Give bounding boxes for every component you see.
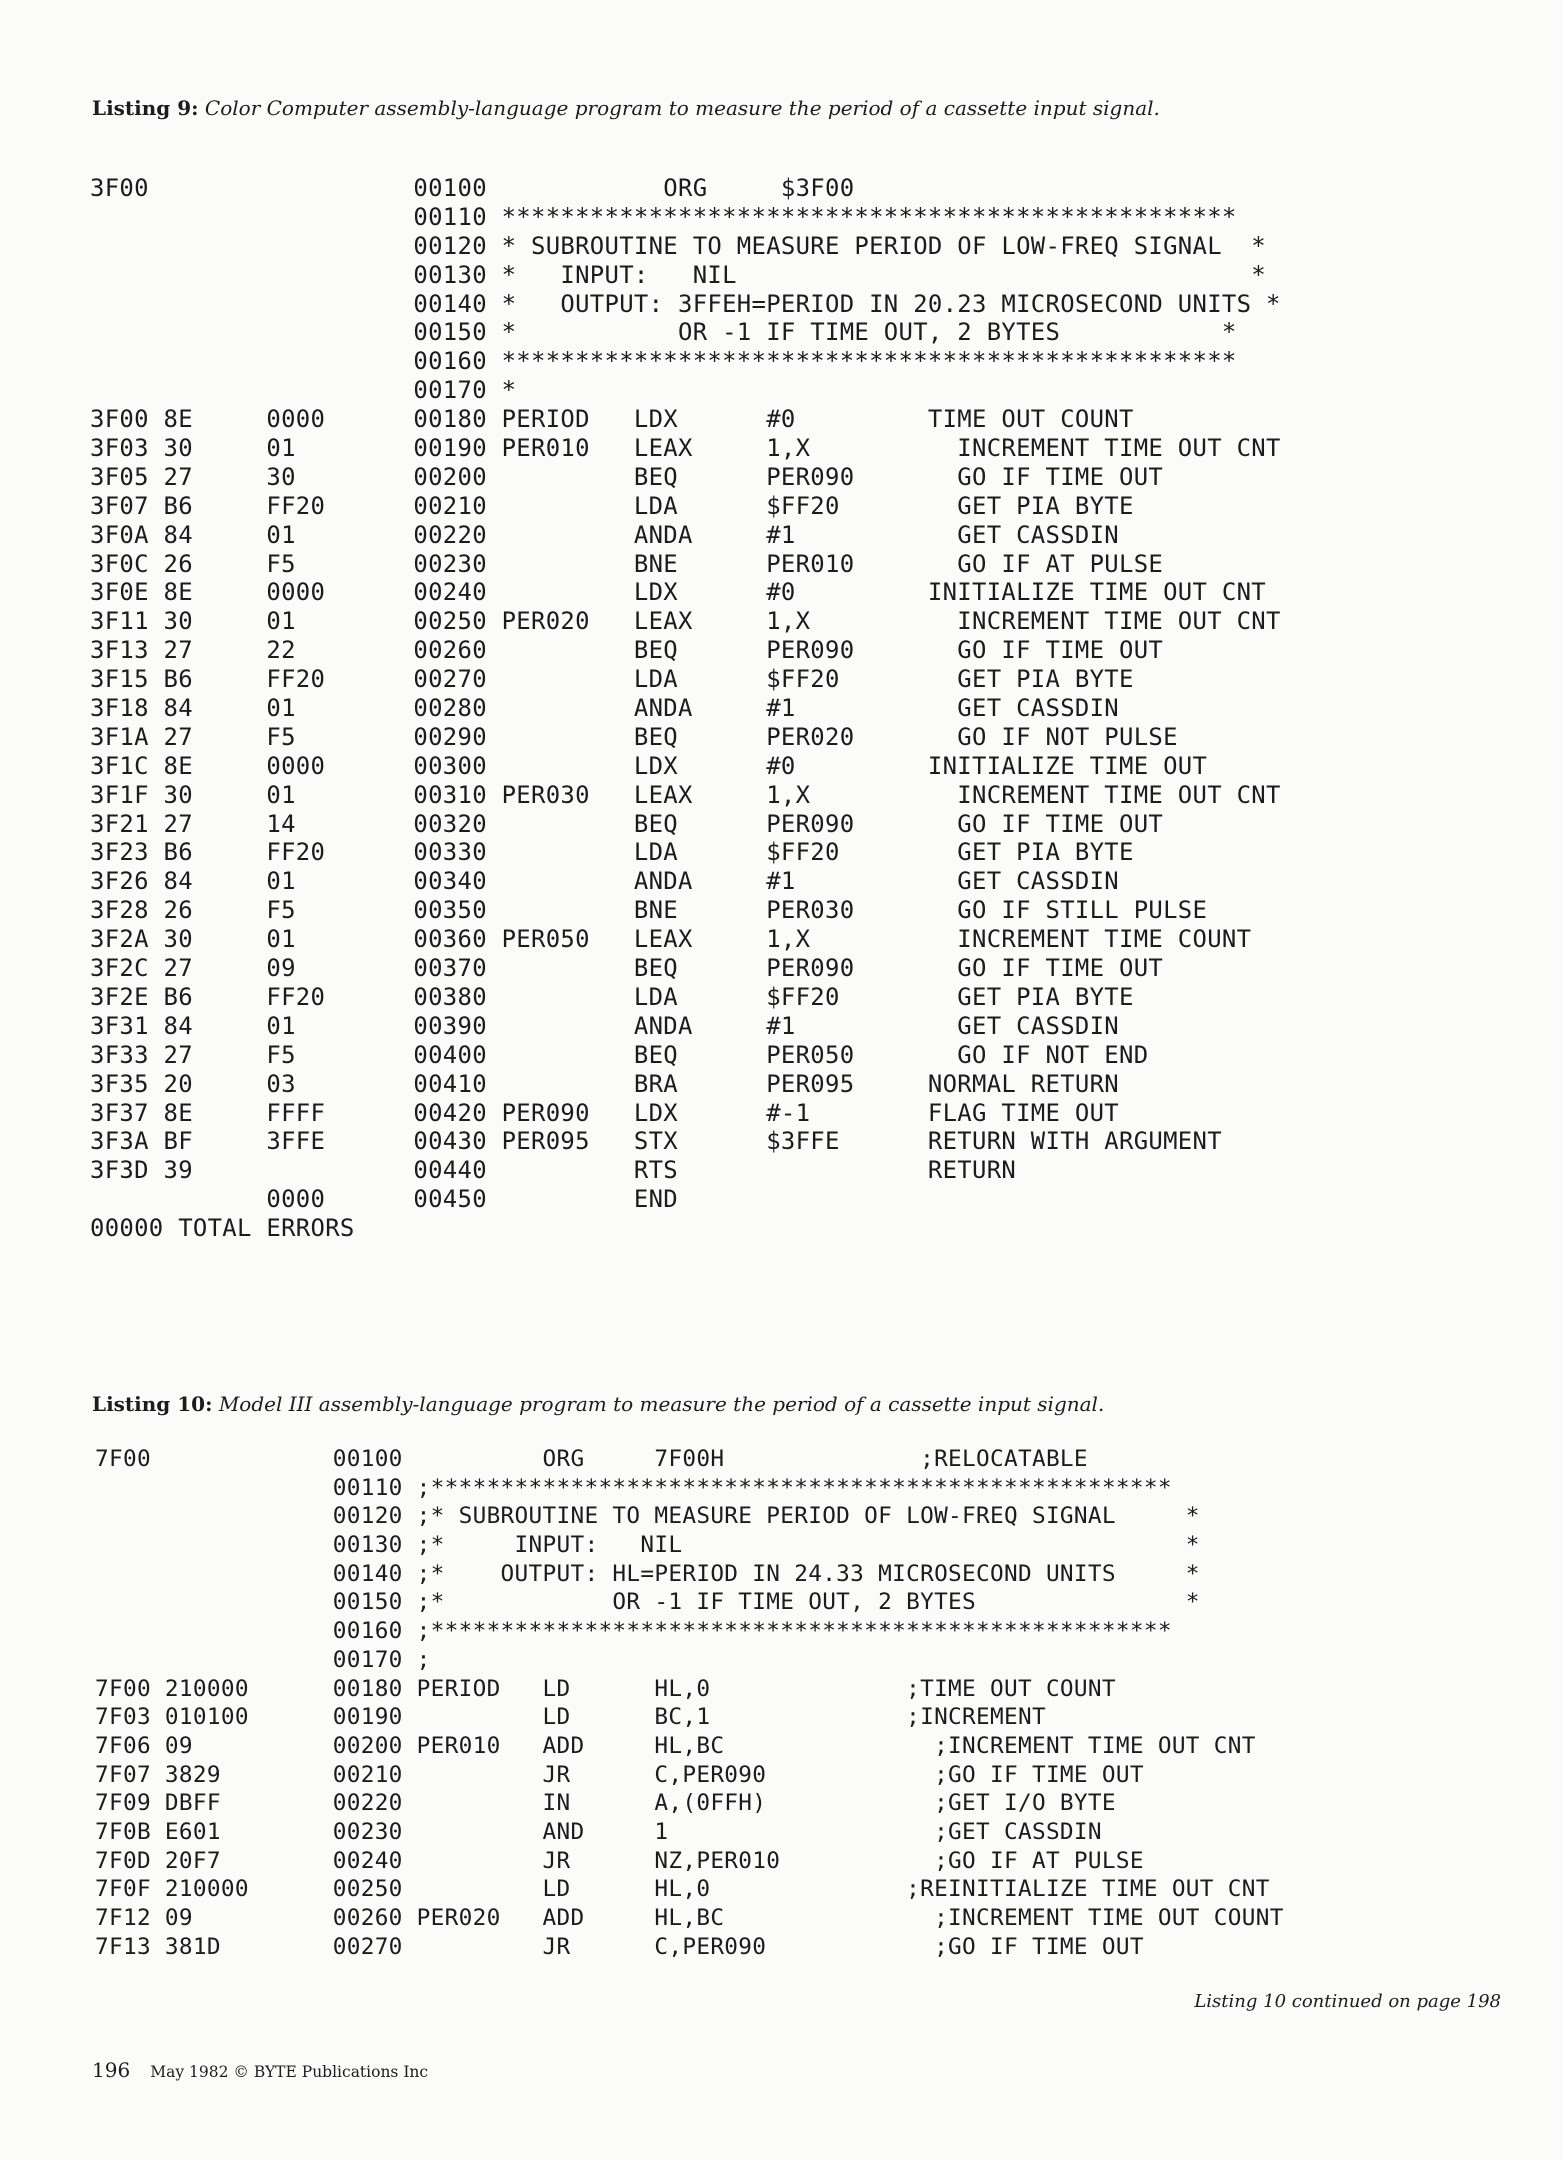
listing9-caption-label: Listing 9: bbox=[92, 96, 199, 120]
listing10-caption-text: Model III assembly-language program to measure the period of a cassette input signal. bbox=[218, 1392, 1105, 1416]
code-line: 3F15 B6 FF20 00270 LDA $FF20 GET PIA BYTE bbox=[90, 665, 1134, 694]
code-line: 3F23 B6 FF20 00330 LDA $FF20 GET PIA BYTE bbox=[90, 838, 1134, 867]
code-line: 3F2A 30 01 00360 PER050 LEAX 1,X INCREMENT TIME COUNT bbox=[90, 925, 1252, 954]
code-line: 00140 * OUTPUT: 3FFEH=PERIOD IN 20.23 MICROSECOND UNITS * bbox=[90, 289, 1281, 318]
code-line: 00120 * SUBROUTINE TO MEASURE PERIOD OF LOW-FREQ SIGNAL * bbox=[90, 231, 1267, 260]
code-line: 3F1C 8E 0000 00300 LDX #0 INITIALIZE TIME OUT bbox=[90, 751, 1208, 780]
code-line: 3F35 20 03 00410 BRA PER095 NORMAL RETURN bbox=[90, 1069, 1120, 1098]
code-line: 3F33 27 F5 00400 BEQ PER050 GO IF NOT END bbox=[90, 1040, 1149, 1069]
code-line: 7F03 010100 00190 LD BC,1 ;INCREMENT bbox=[95, 1704, 1046, 1731]
code-line: 7F00 210000 00180 PERIOD LD HL,0 ;TIME OUT COUNT bbox=[95, 1675, 1116, 1702]
code-line: 00110 ************************************************** bbox=[90, 202, 1237, 231]
code-line: 7F0D 20F7 00240 JR NZ,PER010 ;GO IF AT PULSE bbox=[95, 1847, 1144, 1874]
code-line: 3F0C 26 F5 00230 BNE PER010 GO IF AT PULSE bbox=[90, 549, 1164, 578]
code-line: 0000 00450 END bbox=[90, 1185, 679, 1214]
code-line: 00000 TOTAL ERRORS bbox=[90, 1214, 355, 1243]
code-line: 00160 ;***************************************************** bbox=[95, 1618, 1172, 1645]
code-line: 00120 ;* SUBROUTINE TO MEASURE PERIOD OF LOW-FREQ SIGNAL * bbox=[95, 1503, 1200, 1530]
code-line: 3F18 84 01 00280 ANDA #1 GET CASSDIN bbox=[90, 694, 1120, 723]
code-line: 3F07 B6 FF20 00210 LDA $FF20 GET PIA BYTE bbox=[90, 491, 1134, 520]
code-line: 3F0E 8E 0000 00240 LDX #0 INITIALIZE TIME OUT CNT bbox=[90, 578, 1267, 607]
code-line: 00150 * OR -1 IF TIME OUT, 2 BYTES * bbox=[90, 318, 1237, 347]
footer-text: May 1982 © BYTE Publications Inc bbox=[150, 2063, 429, 2081]
code-line: 7F0B E601 00230 AND 1 ;GET CASSDIN bbox=[95, 1818, 1102, 1845]
page-number: 196 bbox=[92, 2058, 131, 2082]
code-line: 3F31 84 01 00390 ANDA #1 GET CASSDIN bbox=[90, 1011, 1120, 1040]
code-line: 00140 ;* OUTPUT: HL=PERIOD IN 24.33 MICROSECOND UNITS * bbox=[95, 1560, 1200, 1587]
listing9-caption bbox=[92, 94, 1160, 122]
code-line: 00130 * INPUT: NIL * bbox=[90, 260, 1267, 289]
code-line: 00160 ************************************************** bbox=[90, 347, 1237, 376]
code-line: 3F11 30 01 00250 PER020 LEAX 1,X INCREMENT TIME OUT CNT bbox=[90, 607, 1281, 636]
code-line: 3F2C 27 09 00370 BEQ PER090 GO IF TIME OUT bbox=[90, 954, 1164, 983]
code-line: 7F12 09 00260 PER020 ADD HL,BC ;INCREMENT TIME OUT COUNT bbox=[95, 1905, 1284, 1931]
code-line: 00130 ;* INPUT: NIL * bbox=[95, 1532, 1200, 1559]
code-line: 7F09 DBFF 00220 IN A,(0FFH) ;GET I/O BYTE bbox=[95, 1790, 1116, 1817]
code-line: 3F3A BF 3FFE 00430 PER095 STX $3FFE RETURN WITH ARGUMENT bbox=[90, 1127, 1222, 1156]
code-line: 3F1A 27 F5 00290 BEQ PER020 GO IF NOT PULSE bbox=[90, 722, 1178, 751]
code-line: 00170 ; bbox=[95, 1646, 431, 1673]
code-line: 3F2E B6 FF20 00380 LDA $FF20 GET PIA BYTE bbox=[90, 982, 1134, 1011]
code-line: 3F03 30 01 00190 PER010 LEAX 1,X INCREMENT TIME OUT CNT bbox=[90, 434, 1281, 463]
code-line: 3F00 8E 0000 00180 PERIOD LDX #0 TIME OUT COUNT bbox=[90, 405, 1134, 434]
code-line: 3F0A 84 01 00220 ANDA #1 GET CASSDIN bbox=[90, 520, 1120, 549]
code-line: 7F13 381D 00270 JR C,PER090 ;GO IF TIME OUT bbox=[95, 1933, 1144, 1960]
code-line: 3F00 00100 ORG $3F00 bbox=[90, 174, 855, 202]
code-line: 7F07 3829 00210 JR C,PER090 ;GO IF TIME OUT bbox=[95, 1761, 1144, 1788]
listing9-caption-text: Color Computer assembly-language program to measure the period of a cassette input signal. bbox=[204, 96, 1160, 120]
code-line: 3F21 27 14 00320 BEQ PER090 GO IF TIME OUT bbox=[90, 809, 1164, 838]
code-line: 3F05 27 30 00200 BEQ PER090 GO IF TIME OUT bbox=[90, 462, 1164, 491]
code-line: 3F28 26 F5 00350 BNE PER030 GO IF STILL PULSE bbox=[90, 896, 1208, 925]
continuation-note: Listing 10 continued on page 198 bbox=[1194, 1991, 1501, 2012]
code-line: 3F26 84 01 00340 ANDA #1 GET CASSDIN bbox=[90, 867, 1120, 896]
code-line: 00150 ;* OR -1 IF TIME OUT, 2 BYTES * bbox=[95, 1589, 1200, 1616]
code-line: 7F0F 210000 00250 LD HL,0 ;REINITIALIZE TIME OUT CNT bbox=[95, 1876, 1270, 1903]
listing10-code bbox=[95, 1445, 1284, 1961]
listing9-code bbox=[90, 174, 1281, 1243]
code-line: 3F1F 30 01 00310 PER030 LEAX 1,X INCREMENT TIME OUT CNT bbox=[90, 780, 1281, 809]
code-line: 00170 * bbox=[90, 376, 517, 405]
code-line: 3F37 8E FFFF 00420 PER090 LDX #-1 FLAG TIME OUT bbox=[90, 1098, 1120, 1127]
code-line: 3F3D 39 00440 RTS RETURN bbox=[90, 1156, 1017, 1185]
listing10-caption-label: Listing 10: bbox=[92, 1392, 213, 1416]
code-line: 3F13 27 22 00260 BEQ PER090 GO IF TIME OUT bbox=[90, 636, 1164, 665]
code-line: 00110 ;***************************************************** bbox=[95, 1474, 1172, 1501]
code-line: 7F00 00100 ORG 7F00H ;RELOCATABLE bbox=[95, 1446, 1088, 1472]
page-footer bbox=[92, 2058, 428, 2082]
code-line: 7F06 09 00200 PER010 ADD HL,BC ;INCREMENT TIME OUT CNT bbox=[95, 1732, 1256, 1759]
listing10-caption bbox=[92, 1390, 1104, 1418]
